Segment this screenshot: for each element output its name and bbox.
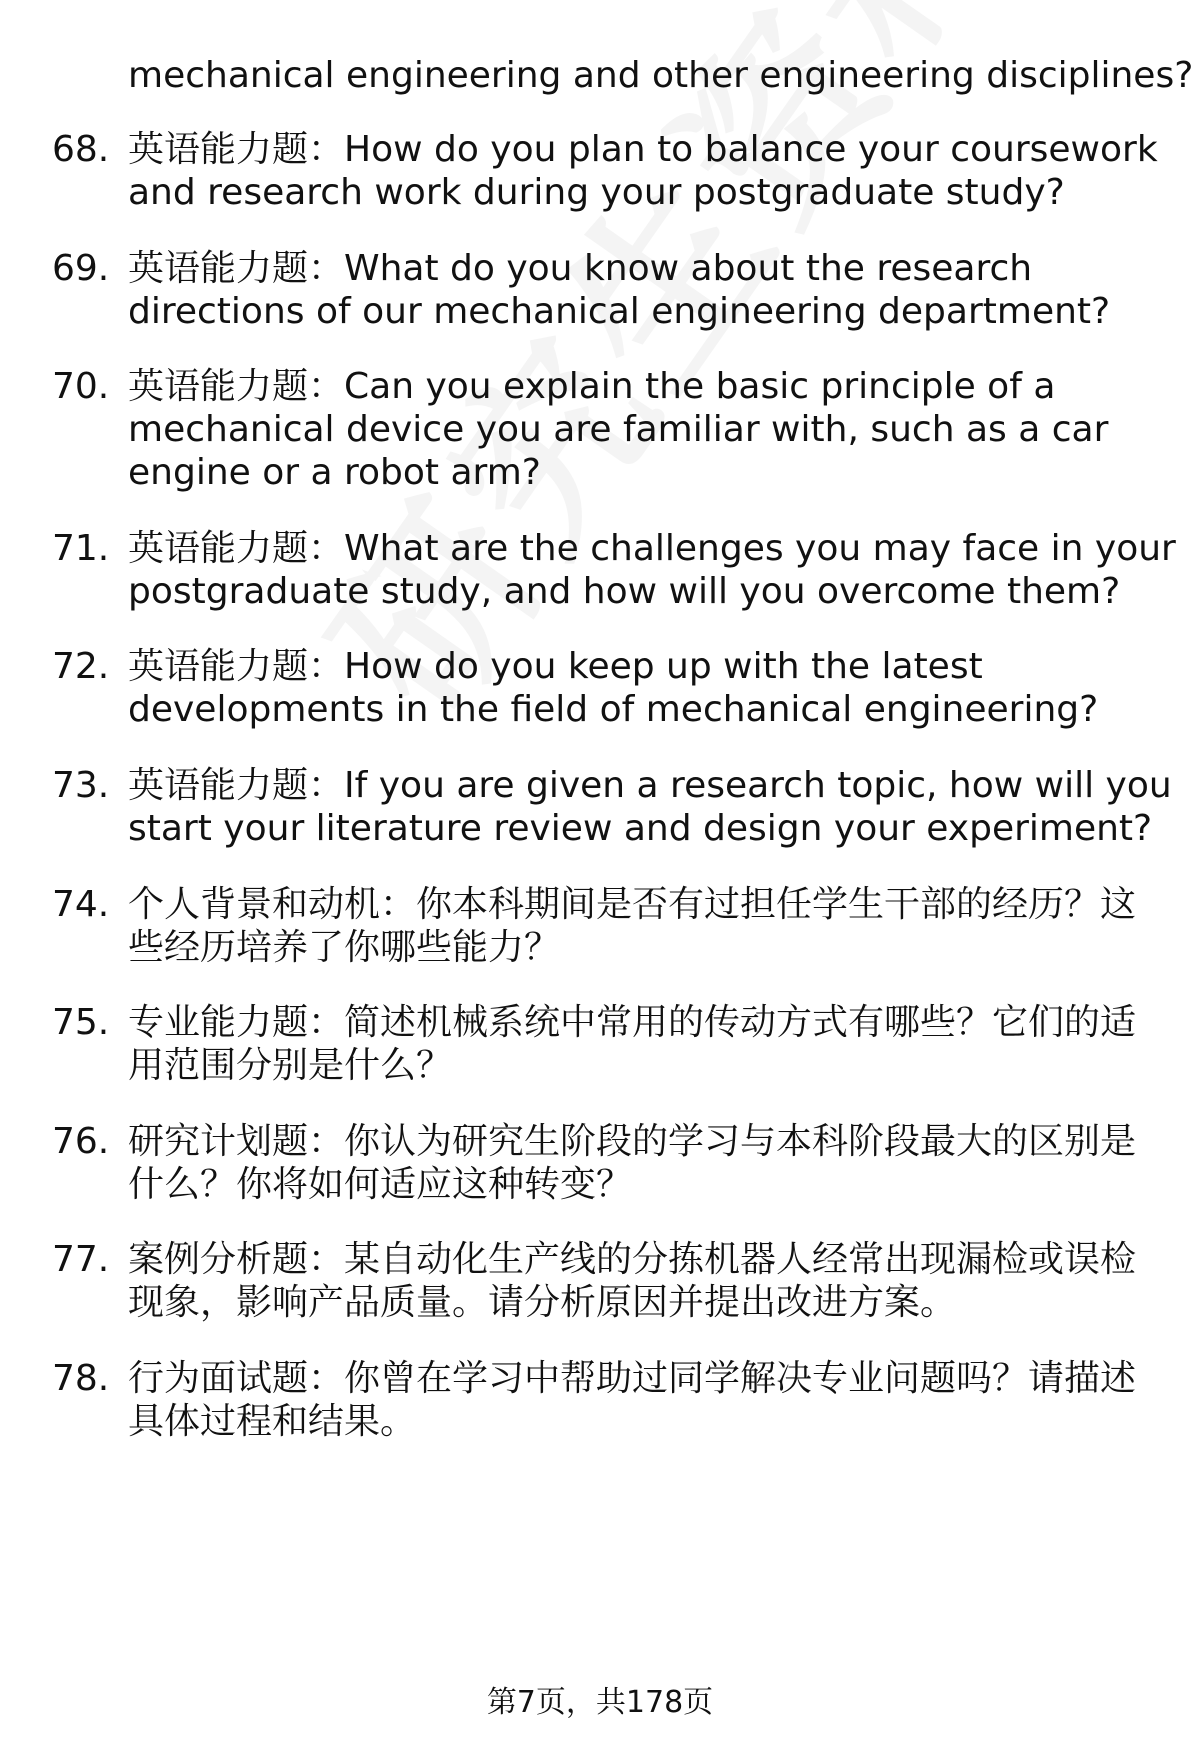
item-text-line: 研究计划题：你认为研究生阶段的学习与本科阶段最大的区别是 — [128, 1121, 1137, 1162]
item-text-line: 英语能力题：What are the challenges you may face in your — [128, 528, 1176, 569]
item-number: 69. — [52, 248, 110, 289]
item-text-line: 英语能力题：How do you keep up with the latest — [128, 646, 983, 687]
item-text-line: developments in the field of mechanical engineering? — [128, 689, 1099, 730]
item-number: 78. — [52, 1358, 110, 1399]
item-text-line: 英语能力题：Can you explain the basic principle of a — [128, 366, 1056, 407]
item-text-line: 现象，影响产品质量。请分析原因并提出改进方案。 — [128, 1282, 957, 1323]
item-number: 70. — [52, 366, 110, 407]
item-text-line: 英语能力题：What do you know about the research — [128, 248, 1033, 289]
item-text-line: 具体过程和结果。 — [128, 1401, 417, 1442]
item-number: 72. — [52, 646, 110, 687]
item-text-line: 英语能力题：How do you plan to balance your coursework — [128, 129, 1158, 170]
item-text-line: 专业能力题：简述机械系统中常用的传动方式有哪些？它们的适 — [128, 1002, 1137, 1043]
item-text-line: start your literature review and design your experiment? — [128, 808, 1153, 849]
item-text-line: mechanical device you are familiar with, such as a car — [128, 409, 1109, 450]
item-number: 68. — [52, 129, 110, 170]
item-number: 77. — [52, 1239, 110, 1280]
item-text-line: 案例分析题：某自动化生产线的分拣机器人经常出现漏检或误检 — [128, 1239, 1137, 1280]
item-text-line: 个人背景和动机：你本科期间是否有过担任学生干部的经历？这 — [128, 884, 1137, 925]
item-number: 75. — [52, 1002, 110, 1043]
item-number: 73. — [52, 765, 110, 806]
continuation-line: mechanical engineering and other engineering disciplines? — [128, 55, 1194, 96]
page-number: 第7页，共178页 — [486, 1685, 714, 1720]
item-number: 74. — [52, 884, 110, 925]
item-text-line: 什么？你将如何适应这种转变？ — [128, 1164, 633, 1205]
item-text-line: 行为面试题：你曾在学习中帮助过同学解决专业问题吗？请描述 — [128, 1358, 1137, 1399]
item-number: 76. — [52, 1121, 110, 1162]
item-number: 71. — [52, 528, 110, 569]
item-text-line: engine or a robot arm? — [128, 452, 541, 493]
item-text-line: 英语能力题：If you are given a research topic, how will you — [128, 765, 1172, 806]
item-text-line: 些经历培养了你哪些能力？ — [128, 927, 561, 968]
item-text-line: directions of our mechanical engineering department? — [128, 291, 1111, 332]
item-text-line: and research work during your postgraduate study? — [128, 172, 1065, 213]
item-text-line: postgraduate study, and how will you overcome them? — [128, 571, 1121, 612]
item-text-line: 用范围分别是什么？ — [128, 1045, 453, 1086]
